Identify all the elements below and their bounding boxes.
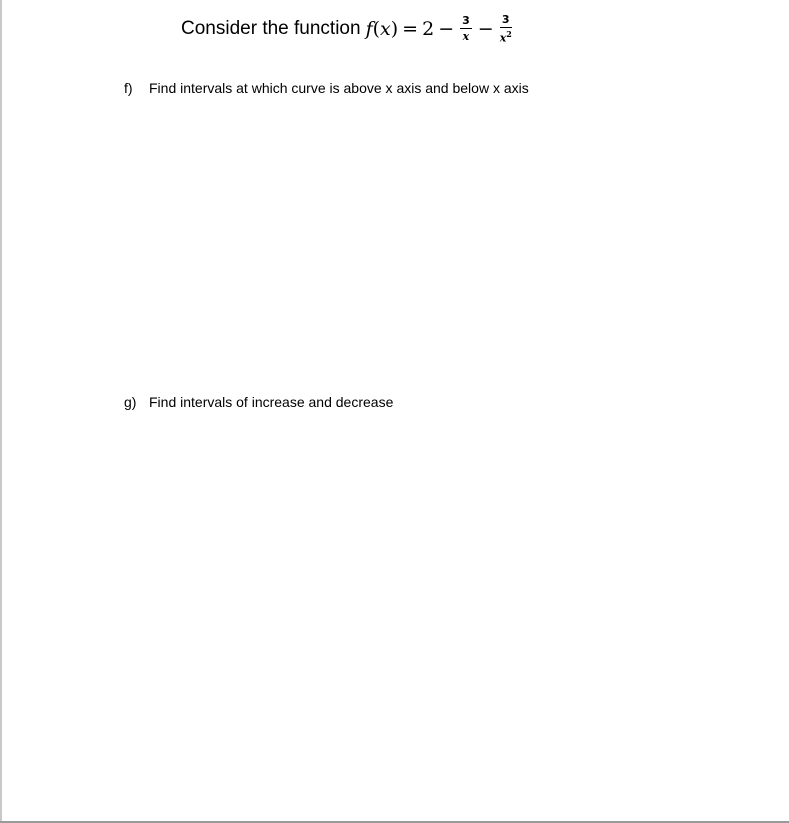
function-formula bbox=[366, 14, 514, 44]
fraction-2-denominator bbox=[500, 28, 512, 44]
question-g-label: g) bbox=[124, 394, 137, 410]
equals-sign: = bbox=[402, 17, 419, 40]
function-variable: x bbox=[380, 17, 391, 40]
question-f-text: Find intervals at which curve is above x axis and below x axis bbox=[149, 80, 529, 96]
function-statement bbox=[181, 14, 514, 44]
open-paren: ( bbox=[372, 17, 381, 40]
fraction-2-numerator: 3 bbox=[501, 13, 510, 26]
page-left-border bbox=[0, 0, 2, 823]
question-g bbox=[124, 394, 393, 410]
minus-sign-1: − bbox=[438, 17, 455, 40]
constant-term: 2 bbox=[422, 17, 435, 40]
fraction-term-1 bbox=[460, 15, 472, 42]
fraction-2-denominator-base: x bbox=[499, 31, 507, 45]
question-g-text: Find intervals of increase and decrease bbox=[149, 394, 394, 410]
question-f bbox=[124, 80, 529, 96]
function-name: f bbox=[365, 17, 373, 40]
fraction-term-2 bbox=[500, 14, 512, 44]
close-paren: ) bbox=[390, 17, 399, 40]
minus-sign-2: − bbox=[477, 17, 494, 40]
question-f-label: f) bbox=[124, 80, 133, 96]
fraction-1-numerator: 3 bbox=[462, 14, 470, 28]
intro-text: Consider the function bbox=[181, 17, 361, 39]
fraction-2-exponent: 2 bbox=[506, 29, 512, 39]
fraction-1-denominator: x bbox=[462, 30, 470, 44]
